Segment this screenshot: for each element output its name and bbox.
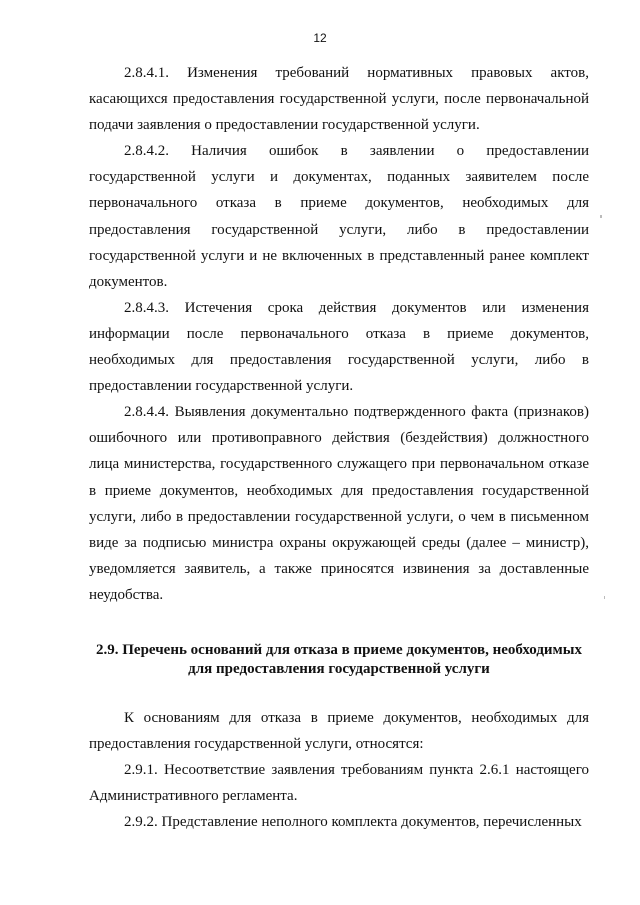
paragraph-2-8-4-1: 2.8.4.1. Изменения требований нормативных правовых актов, касающихся предоставления государственной услуги, после первоначальной подачи заявления о предоставлении государственной услуги. xyxy=(89,65,589,134)
section-heading-2-9 xyxy=(89,641,589,679)
paragraph-grounds-intro: К основаниям для отказа в приеме документов, необходимых для предоставления государственной услуги, относятся: xyxy=(89,709,589,753)
paragraph-2-8-4-4: 2.8.4.4. Выявления документально подтвержденного факта (признаков) ошибочного или противоправного действия (бездействия) должностного лица министерства, государственного служащего при первоначальном отказе в приеме документов, необходимых для предоставления государственной услуги, либо в предоставлении государственной услуги, о чем в письменном виде за подписью министра охраны окружающей среды (далее – министр), уведомляется заявитель, а также приносятся извинения за доставленные неудобства. xyxy=(89,404,589,603)
scan-artifact-mark xyxy=(600,215,602,218)
paragraph-2-8-4-2: 2.8.4.2. Наличия ошибок в заявлении о предоставлении государственной услуги и документах, поданных заявителем после первоначального отказа в приеме документов, необходимых для предоставления государственной услуги, либо в предоставлении государственной услуги и не включенных в представленный ранее комплект документов. xyxy=(89,143,589,290)
section-heading-line-2: для предоставления государственной услуги xyxy=(188,660,490,677)
section-heading-line-1: 2.9. Перечень оснований для отказа в приеме документов, необходимых xyxy=(96,641,582,658)
document-body xyxy=(89,60,589,835)
paragraph-2-9-2: 2.9.2. Представление неполного комплекта документов, перечисленных xyxy=(124,814,582,831)
scan-artifact-mark xyxy=(604,596,605,599)
paragraph-2-8-4-3: 2.8.4.3. Истечения срока действия документов или изменения информации после первоначального отказа в приеме документов, необходимых для предоставления государственной услуги, либо в предоставлении государственной услуги. xyxy=(89,299,589,395)
page-number: 12 xyxy=(313,31,327,45)
paragraph-2-9-1: 2.9.1. Несоответствие заявления требованиям пункта 2.6.1 настоящего Административного регламента. xyxy=(89,762,589,805)
